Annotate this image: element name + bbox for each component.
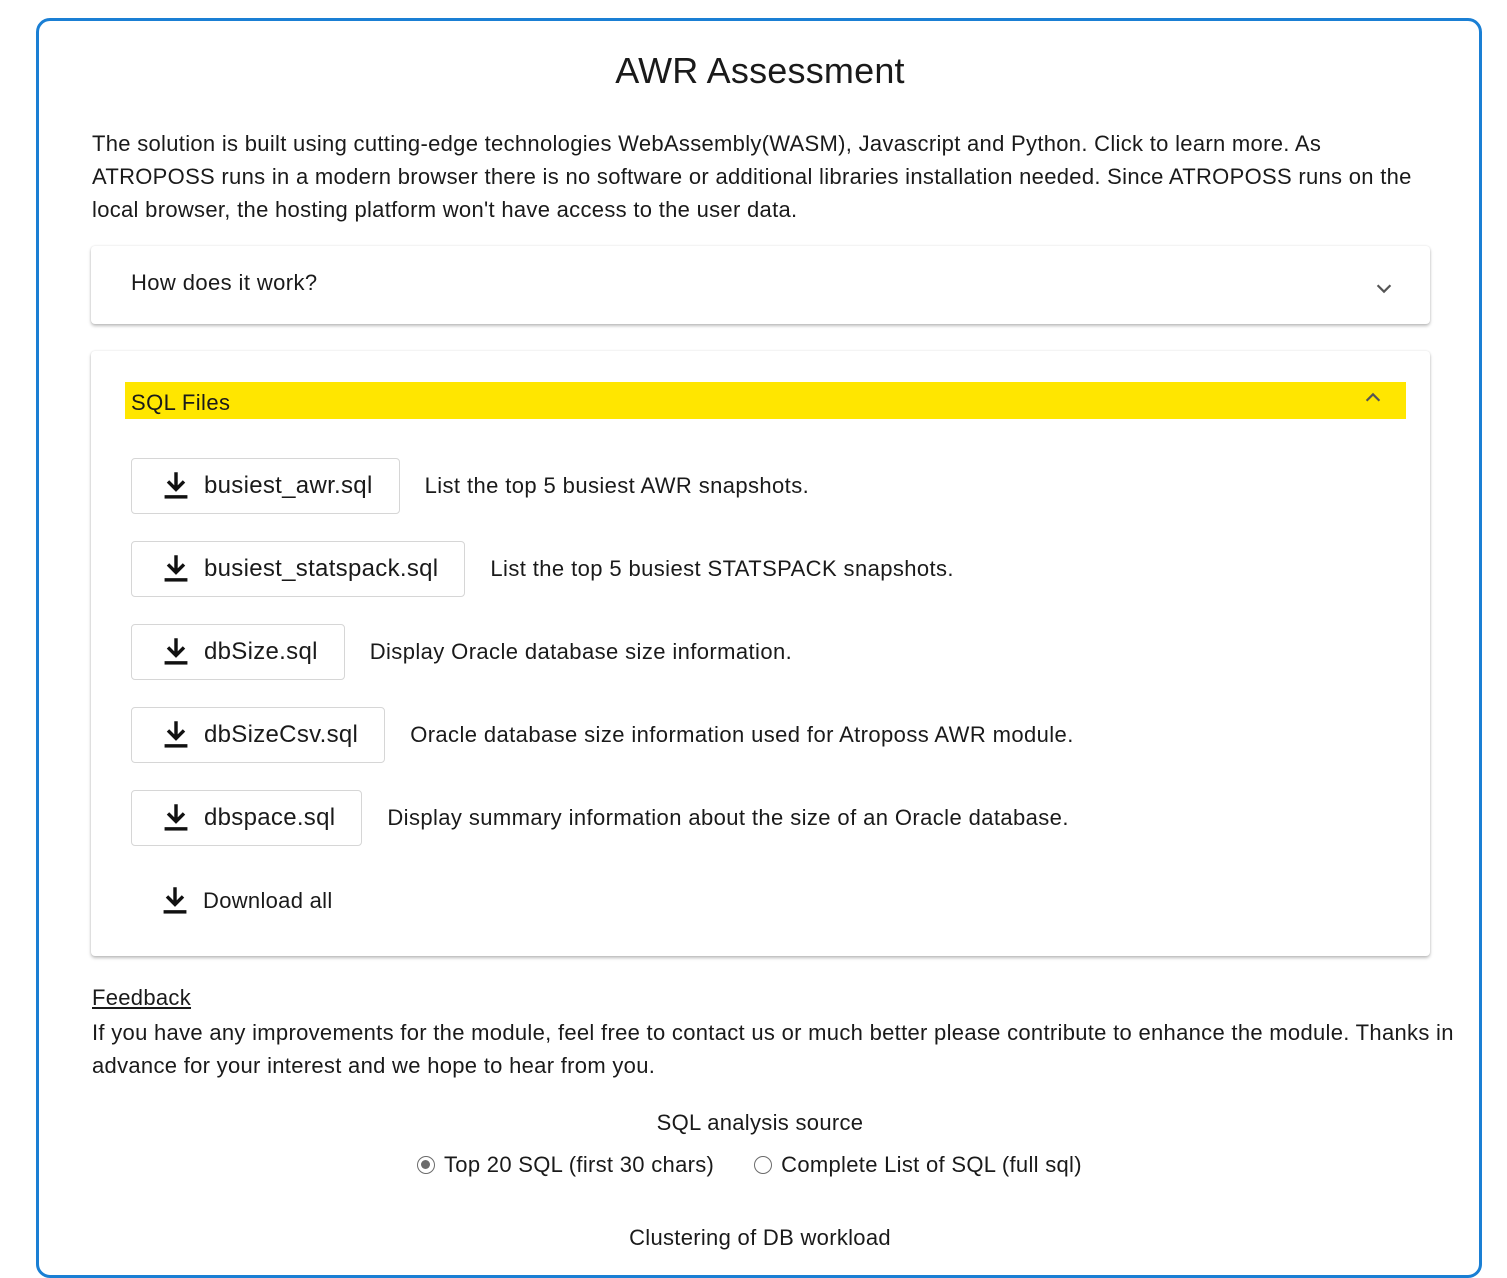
file-description: List the top 5 busiest STATSPACK snapshots. <box>490 556 954 581</box>
accordion-sql-label: SQL Files <box>131 390 231 415</box>
radio-top-20-sql[interactable] <box>417 1156 435 1174</box>
intro-text: The solution is built using cutting-edge technologies WebAssembly(WASM), Javascript and Python. Click to learn more. As ATROPOSS runs in a modern browser there is no software or additional libraries installation needed. Since ATROPOSS runs on the local browser, the hosting platform won't have access to the user data. <box>92 131 1412 222</box>
download-dbsizecsv-button[interactable] <box>131 707 385 763</box>
file-name: busiest_statspack.sql <box>204 555 439 582</box>
radio-complete-list-sql[interactable] <box>754 1156 772 1174</box>
file-name: dbSizeCsv.sql <box>204 721 359 748</box>
file-row <box>131 789 1069 847</box>
page-title: AWR Assessment <box>615 50 905 91</box>
download-busiest-awr-button[interactable] <box>131 458 400 514</box>
download-dbspace-button[interactable] <box>131 790 362 846</box>
download-icon <box>162 553 190 585</box>
feedback-text: If you have any improvements for the module, feel free to contact us or much better please contribute to enhance the module. Thanks in advance for your interest and we hope to hear from you. <box>92 1020 1454 1078</box>
file-name: dbSize.sql <box>204 638 318 665</box>
radio-label: Top 20 SQL (first 30 chars) <box>444 1152 715 1177</box>
sql-analysis-title: SQL analysis source <box>656 1110 864 1135</box>
file-row <box>131 706 1074 764</box>
file-name: dbspace.sql <box>204 804 336 831</box>
clustering-title: Clustering of DB workload <box>629 1225 891 1250</box>
file-description: Display Oracle database size information. <box>369 639 793 664</box>
file-row <box>131 457 809 515</box>
file-row <box>131 623 792 681</box>
download-all-row <box>131 872 359 930</box>
download-icon <box>161 885 189 917</box>
download-all-button[interactable] <box>131 873 359 929</box>
download-all-label: Download all <box>203 888 333 913</box>
file-name: busiest_awr.sql <box>204 472 373 499</box>
download-icon <box>162 636 190 668</box>
chevron-up-icon[interactable] <box>1362 387 1384 409</box>
accordion-sql-header[interactable] <box>125 382 1406 419</box>
accordion-how-does-it-work[interactable] <box>91 246 1430 324</box>
download-busiest-statspack-button[interactable] <box>131 541 465 597</box>
download-icon <box>162 719 190 751</box>
radio-label: Complete List of SQL (full sql) <box>781 1152 1082 1177</box>
file-description: List the top 5 busiest AWR snapshots. <box>424 473 810 498</box>
chevron-down-icon[interactable] <box>1373 277 1395 299</box>
feedback-link[interactable]: Feedback <box>92 985 192 1010</box>
file-description: Display summary information about the size of an Oracle database. <box>387 805 1069 830</box>
sql-analysis-radio-group <box>417 1152 1082 1178</box>
accordion-how-label: How does it work? <box>131 270 318 295</box>
file-row <box>131 540 954 598</box>
accordion-sql-files <box>91 351 1430 956</box>
file-description: Oracle database size information used for Atroposs AWR module. <box>410 722 1074 747</box>
download-icon <box>162 470 190 502</box>
download-dbsize-button[interactable] <box>131 624 345 680</box>
download-icon <box>162 802 190 834</box>
